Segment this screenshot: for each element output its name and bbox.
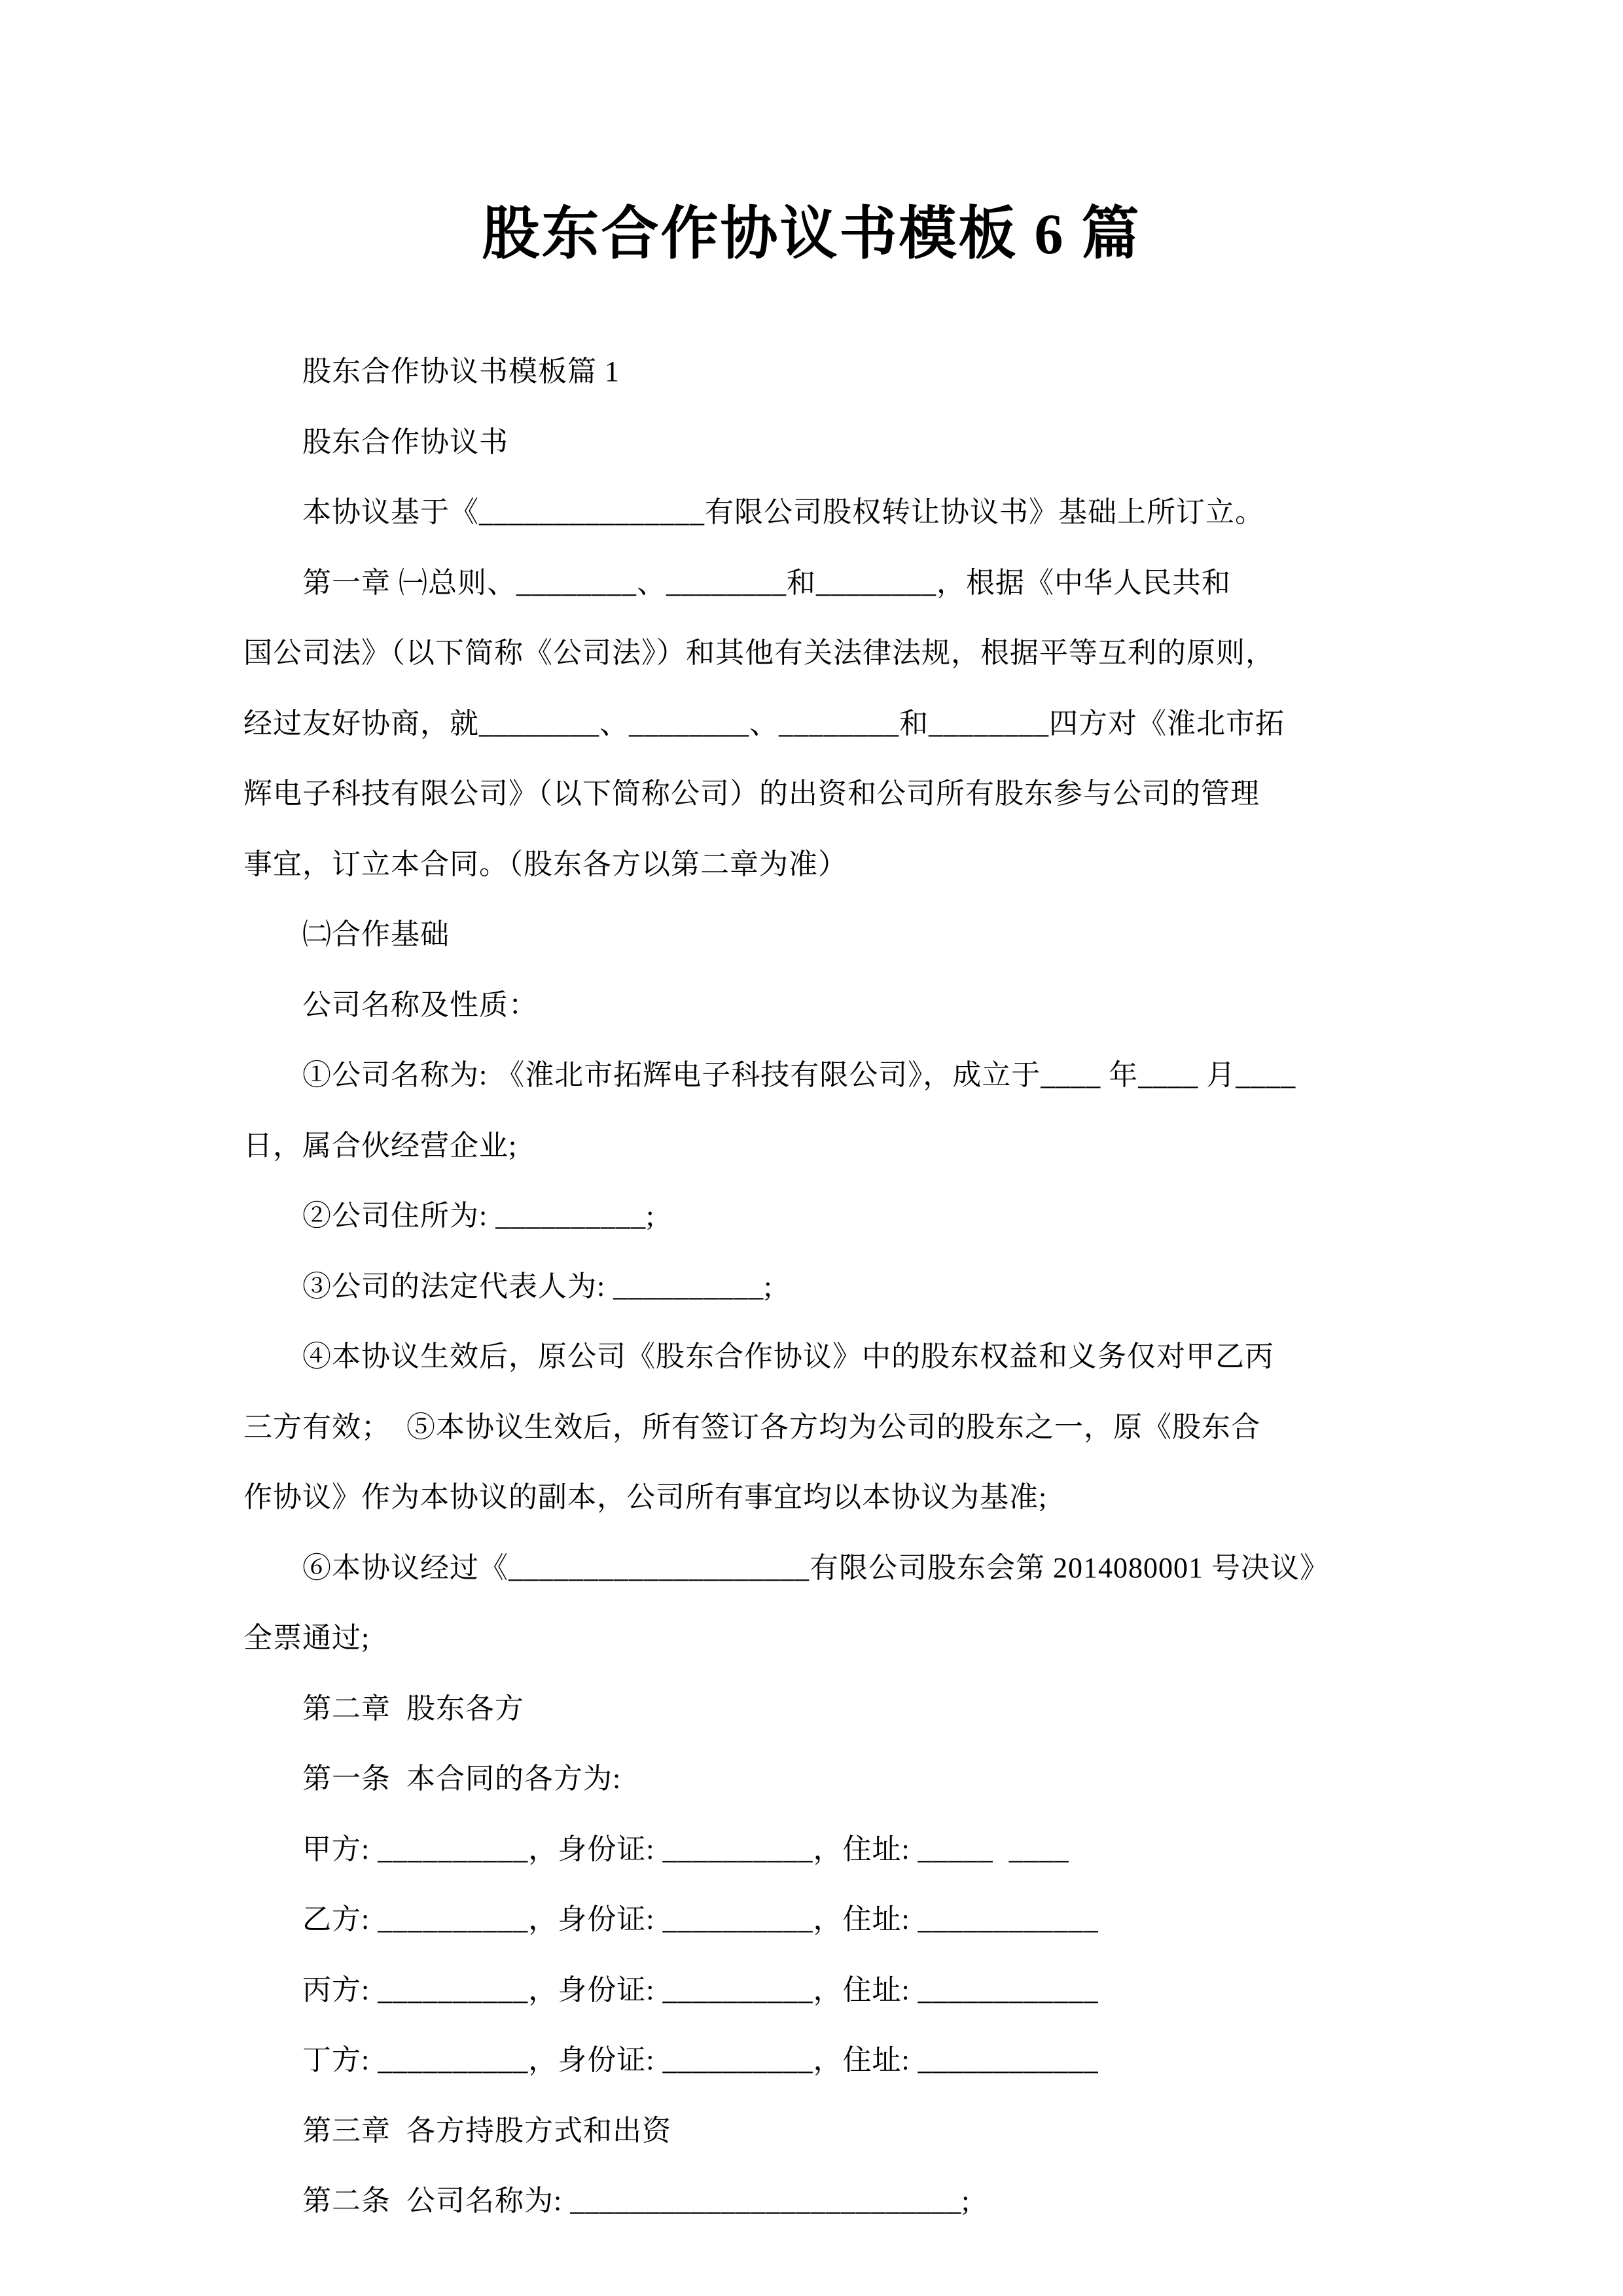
document-line: 第二条 公司名称为: __________________________; [302, 2185, 971, 2217]
document-line: 全票通过; [243, 1622, 370, 1654]
document-line: ④本协议生效后，原公司《股东合作协议》中的股东权益和义务仅对甲乙丙 [302, 1340, 1274, 1372]
document-line: 丁方: __________，身份证: __________，住址: ____________ [302, 2044, 1099, 2076]
document-body [243, 336, 1416, 2236]
document-line: ⑥本协议经过《____________________有限公司股东会第 2014080001 号决议》 [302, 1551, 1329, 1584]
document-line: 辉电子科技有限公司》（以下简称公司）的出资和公司所有股东参与公司的管理 [243, 778, 1260, 810]
document-line: 丙方: __________，身份证: __________，住址: ____________ [302, 1973, 1099, 2006]
document-line: 第一章 ㈠总则、________、________和________，根据《中华人民共和 [302, 566, 1231, 599]
document-line: ②公司住所为: __________; [302, 1200, 655, 1232]
document-line: 日，属合伙经营企业; [243, 1129, 518, 1162]
document-line: ③公司的法定代表人为: __________; [302, 1270, 773, 1302]
document-line: 股东合作协议书 [302, 425, 508, 458]
document-line: 作协议》作为本协议的副本，公司所有事宜均以本协议为基准; [243, 1481, 1048, 1513]
document-line: 甲方: __________，身份证: __________，住址: _____ ____ [302, 1833, 1069, 1865]
document-line: 三方有效； ⑤本协议生效后，所有签订各方均为公司的股东之一，原《股东合 [243, 1410, 1260, 1443]
document-line: 事宜，订立本合同。（股东各方以第二章为准） [243, 848, 847, 880]
document-line: 乙方: __________，身份证: __________，住址: ____________ [302, 1903, 1099, 1935]
document-line: 公司名称及性质： [302, 988, 538, 1021]
document-line: ①公司名称为: 《淮北市拓辉电子科技有限公司》，成立于____ 年____ 月____ [302, 1059, 1296, 1091]
document-line: ㈡合作基础 [302, 918, 450, 950]
document-line: 第一条 本合同的各方为: [302, 1763, 622, 1795]
document-line: 经过友好协商，就________、________、________和________四方对《淮北市拓 [243, 707, 1285, 740]
document-line: 第三章 各方持股方式和出资 [302, 2114, 671, 2147]
document-line: 国公司法》（以下简称《公司法》）和其他有关法律法规，根据平等互利的原则， [243, 637, 1275, 669]
document-line: 第二章 股东各方 [302, 1692, 524, 1725]
page-title: 股东合作协议书模板 6 篇 [482, 203, 1141, 266]
document-line: 股东合作协议书模板篇 1 [302, 355, 620, 387]
document-line: 本协议基于《_______________有限公司股权转让协议书》基础上所订立。 [302, 496, 1264, 528]
